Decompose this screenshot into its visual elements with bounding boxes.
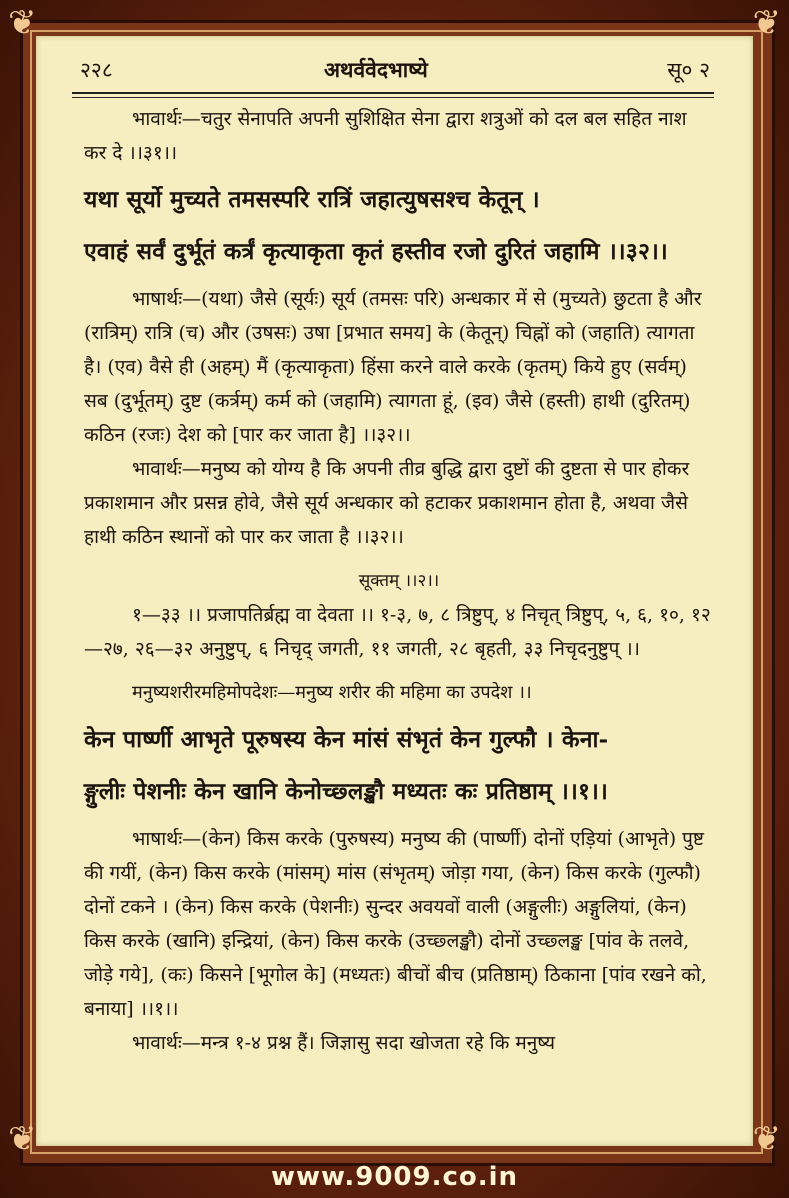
corner-ornament-icon: ❦	[752, 3, 781, 43]
page-body	[84, 102, 714, 1060]
verse-32-line-1: यथा सूर्यो मुच्यते तमसस्परि रात्रिं जहात्युषसश्च केतून् ।	[84, 186, 540, 213]
page-header	[80, 54, 710, 86]
bhasartha-32: भाषार्थः—(यथा) जैसे (सूर्यः) सूर्य (तमसः परि) अन्धकार में से (मुच्यते) छुटता है और (रात्रिम्) रात्रि (च) और (उषसः) उषा [प्रभात समय] के (केतून्) चिह्नों को (जहाति) त्यागता है। (एव) वैसे ही (अहम्) मैं (कृत्याकृता) हिंसा करने वाले करके (कृतम्) किये हुए (सर्वम्) सब (दुर्भूतम्) दुष्ट (कर्त्रम्) कर्म को (जहामि) त्यागता हूं, (इव) जैसे (हस्ती) हाथी (दुरितम्) कठिन (रजः) देश को [पार कर जाता है] ।।३२।।	[84, 288, 702, 446]
header-rule	[72, 92, 714, 98]
bhavartha-32: भावार्थः—मनुष्य को योग्य है कि अपनी तीव्र बुद्धि द्वारा दुष्टों की दुष्टता से पार होकर प्रकाशमान और प्रसन्न होवे, जैसे सूर्य अन्धकार को हटाकर प्रकाशमान होता है, अथवा जैसे हाथी कठिन स्थानों को पार कर जाता है ।।३२।।	[84, 458, 690, 548]
bhavartha-1: भावार्थः—मन्त्र १-४ प्रश्न हैं। जिज्ञासु सदा खोजता रहे कि मनुष्य	[132, 1032, 556, 1054]
sukta-heading: सूक्तम् ।।२।।	[358, 571, 440, 591]
sukta-metadata: १—३३ ।। प्रजापतिर्ब्रह्म वा देवता ।। १-३, ७, ८ त्रिष्टुप्, ४ निचृत् त्रिष्टुप्, ५, ६, १०, १२—२७, २६—३२ अनुष्टुप्, ६ निचृद् जगती, ११ जगती, २८ बृहती, ३३ निचृदनुष्टुप् ।।	[84, 604, 711, 660]
corner-ornament-icon: ❦	[8, 3, 37, 43]
bhavartha-31: भावार्थः—चतुर सेनापति अपनी सुशिक्षित सेना द्वारा शत्रुओं को दल बल सहित नाश कर दे ।।३१।।	[84, 108, 687, 164]
book-title: अथर्ववेदभाष्ये	[324, 57, 428, 82]
page-number: २२८	[80, 58, 113, 82]
page	[36, 36, 753, 1146]
verse-1-line-2: ङ्गुलीः पेशनीः केन खानि केनोच्छ्लङ्खौ मध्यतः कः प्रतिष्ठाम् ।।१।।	[84, 778, 608, 805]
verse-32-line-2: एवाहं सर्वं दुर्भूतं कर्त्रं कृत्याकृता कृतं हस्तीव रजो दुरितं जहामि ।।३२।।	[84, 238, 668, 265]
corner-ornament-icon: ❦	[752, 1119, 781, 1159]
bhasartha-1: भाषार्थः—(केन) किस करके (पुरुषस्य) मनुष्य की (पार्ष्णी) दोनों एड़ियां (आभृते) पुष्ट की गयीं, (केन) किस करके (मांसम्) मांस (संभृतम्) जोड़ा गया, (केन) किस करके (गुल्फौ) दोनों टकने । (केन) किस करके (पेशनीः) सुन्दर अवयवों वाली (अङ्गुलीः) अङ्गुलियां, (केन) किस करके (खानि) इन्द्रियां, (केन) किस करके (उच्छ्लङ्खौ) दोनों उच्छ्लङ्ख [पांव के तलवे, जोड़े गये], (कः) किसने [भूगोल के] (मध्यतः) बीचों बीच (प्रतिष्ठाम्) ठिकाना [पांव रखने को, बनाया] ।।१।।	[84, 828, 707, 1020]
section-label: सू० २	[667, 58, 710, 82]
verse-1-line-1: केन पार्ष्णी आभृते पूरुषस्य केन मांसं संभृतं केन गुल्फौ । केना-	[84, 726, 609, 753]
corner-ornament-icon: ❦	[8, 1119, 37, 1159]
topic-line: मनुष्यशरीरमहिमोपदेशः—मनुष्य शरीर की महिमा का उपदेश ।।	[132, 682, 532, 703]
footer-website[interactable]: www.9009.co.in	[270, 1162, 519, 1192]
